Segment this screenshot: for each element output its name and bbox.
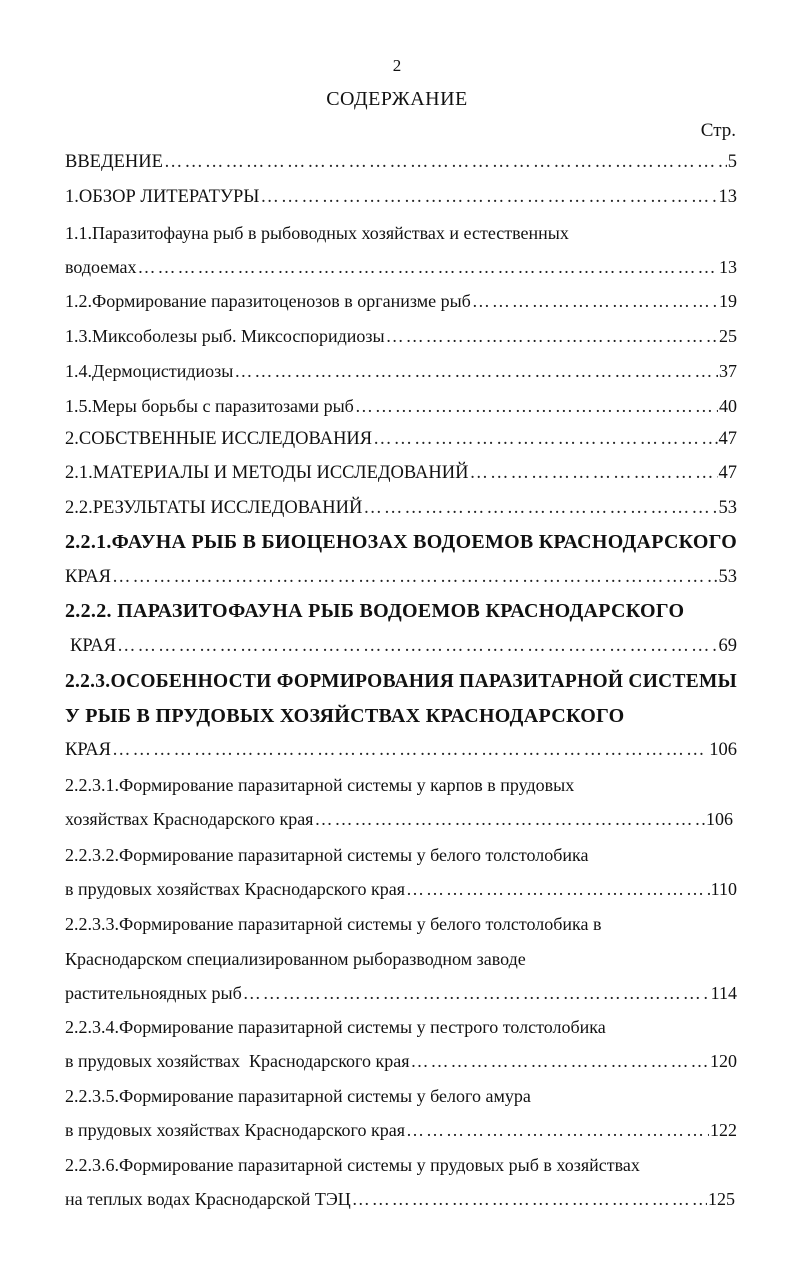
toc-entry-2-2-3-4[interactable] (65, 1051, 737, 1072)
leader-dots (386, 326, 718, 347)
toc-entry-text: 1.2.Формирование паразитоценозов в организме рыб (65, 291, 471, 311)
toc-entry-page: 37 (719, 361, 737, 381)
toc-entry-text: 1.ОБЗОР ЛИТЕРАТУРЫ (65, 187, 260, 207)
toc-entry-text: растительноядных рыб (65, 983, 242, 1003)
toc-entry-1-2[interactable] (65, 291, 737, 312)
leader-dots (164, 152, 727, 173)
toc-entry-text: 2.2.РЕЗУЛЬТАТЫ ИССЛЕДОВАНИЙ (65, 498, 363, 518)
toc-entry-introduction[interactable] (65, 152, 737, 173)
toc-entry-page: 19 (719, 291, 737, 311)
leader-dots (406, 879, 710, 900)
toc-entry-2-2-3-1[interactable] (65, 809, 733, 830)
leader-dots (373, 429, 717, 450)
leader-dots (260, 187, 717, 208)
toc-entry-2-2-3-5[interactable] (65, 1120, 737, 1141)
toc-entry-line: 2.2.2. ПАРАЗИТОФАУНА РЫБ ВОДОЕМОВ КРАСНОДАРСКОГО (65, 600, 685, 622)
toc-entry-line: 2.2.3.5.Формирование паразитарной системы у белого амура (65, 1086, 531, 1106)
toc-entry-page: 106 (709, 740, 737, 760)
leader-dots (112, 740, 708, 761)
toc-entry-2-2-3-2[interactable] (65, 879, 737, 900)
toc-entry-text: в прудовых хозяйствах Краснодарского края (65, 879, 405, 899)
toc-entry-text: КРАЯ (65, 567, 111, 587)
toc-entry-line: 2.2.3.4.Формирование паразитарной системы у пестрого толстолобика (65, 1017, 606, 1037)
toc-entry-text: ВВЕДЕНИЕ (65, 152, 163, 172)
toc-entry-2-1[interactable] (65, 463, 737, 484)
toc-entry-page: 120 (710, 1051, 737, 1071)
toc-entry-text: хозяйствах Краснодарского края (65, 809, 314, 829)
toc-entry-page: 125 (708, 1189, 735, 1209)
toc-entry-text: 2.СОБСТВЕННЫЕ ИССЛЕДОВАНИЯ (65, 429, 373, 449)
toc-entry-page: 13 (718, 187, 737, 207)
toc-entry-line: 2.2.3.ОСОБЕННОСТИ ФОРМИРОВАНИЯ ПАРАЗИТАРНОЙ СИСТЕМЫ (65, 670, 737, 692)
page-number: 2 (392, 56, 402, 75)
toc-entry-page: 25 (719, 326, 737, 346)
leader-dots (406, 1120, 709, 1141)
toc-entry-text: в прудовых хозяйствах Краснодарского края (65, 1120, 405, 1140)
leader-dots (234, 361, 718, 382)
toc-entry-2-2-3-3[interactable] (65, 983, 737, 1004)
leader-dots (243, 983, 710, 1004)
toc-entry-line: 2.2.3.6.Формирование паразитарной системы у прудовых рыб в хозяйствах (65, 1155, 640, 1175)
leader-dots (363, 498, 717, 519)
toc-entry-text: 1.3.Миксоболезы рыб. Миксоспоридиозы (65, 326, 385, 346)
page-column-label: Стр. (700, 120, 736, 141)
toc-entry-1-5[interactable] (65, 396, 737, 417)
page-title: СОДЕРЖАНИЕ (326, 88, 468, 110)
toc-entry-page: 5 (727, 152, 737, 172)
toc-entry-2-2-1[interactable] (65, 567, 737, 588)
toc-entry-line: 2.2.3.2.Формирование паразитарной системы у белого толстолобика (65, 845, 589, 865)
toc-entry-text: КРАЯ (70, 636, 116, 656)
toc-entry-page: 13 (719, 257, 737, 277)
leader-dots (137, 257, 718, 278)
toc-entry-1-4[interactable] (65, 361, 737, 382)
leader-dots (352, 1189, 707, 1210)
toc-entry-literature-review[interactable] (65, 187, 737, 208)
toc-entry-page: 69 (718, 636, 737, 656)
toc-entry-page: 47 (718, 463, 737, 483)
toc-entry-line: Краснодарском специализированном рыборазводном заводе (65, 949, 526, 969)
toc-entry-1-3[interactable] (65, 326, 737, 347)
toc-entry-text: на теплых водах Краснодарской ТЭЦ (65, 1189, 351, 1209)
toc-entry-text: КРАЯ (65, 740, 111, 760)
toc-entry-page: 110 (710, 879, 737, 899)
toc-entry-page: 47 (718, 429, 737, 449)
toc-entry-line: У РЫБ В ПРУДОВЫХ ХОЗЯЙСТВАХ КРАСНОДАРСКОГО (65, 705, 625, 727)
leader-dots (117, 636, 718, 657)
toc-entry-2-2-3-6[interactable] (65, 1189, 735, 1210)
toc-entry-page: 106 (706, 809, 733, 829)
leader-dots (469, 463, 717, 484)
toc-entry-2-2-3[interactable] (65, 740, 737, 761)
toc-entry-line: 2.2.1.ФАУНА РЫБ В БИОЦЕНОЗАХ ВОДОЕМОВ КРАСНОДАРСКОГО (65, 531, 738, 553)
toc-entry-own-research[interactable] (65, 429, 737, 450)
toc-entry-page: 53 (718, 498, 737, 518)
leader-dots (410, 1051, 709, 1072)
leader-dots (472, 291, 718, 312)
toc-entry-line: 2.2.3.3.Формирование паразитарной системы у белого толстолобика в (65, 914, 602, 934)
toc-entry-2-2[interactable] (65, 498, 737, 519)
toc-entry-page: 40 (719, 396, 737, 416)
toc-entry-text: водоемах (65, 257, 137, 277)
toc-entry-text: 2.1.МАТЕРИАЛЫ И МЕТОДЫ ИССЛЕДОВАНИЙ (65, 463, 469, 483)
toc-entry-1-1[interactable] (65, 257, 737, 278)
toc-entry-line: 1.1.Паразитофауна рыб в рыбоводных хозяйствах и естественных (65, 223, 569, 243)
toc-entry-text: 1.5.Меры борьбы с паразитозами рыб (65, 396, 354, 416)
toc-entry-page: 122 (710, 1120, 737, 1140)
leader-dots (355, 396, 718, 417)
toc-entry-text: в прудовых хозяйствах Краснодарского края (65, 1051, 410, 1071)
toc-entry-line: 2.2.3.1.Формирование паразитарной системы у карпов в прудовых (65, 775, 575, 795)
toc-entry-page: 53 (718, 567, 737, 587)
leader-dots (314, 809, 705, 830)
leader-dots (112, 567, 718, 588)
toc-entry-2-2-2[interactable] (70, 636, 737, 657)
toc-entry-page: 114 (710, 983, 737, 1003)
toc-entry-text: 1.4.Дермоцистидиозы (65, 361, 234, 381)
